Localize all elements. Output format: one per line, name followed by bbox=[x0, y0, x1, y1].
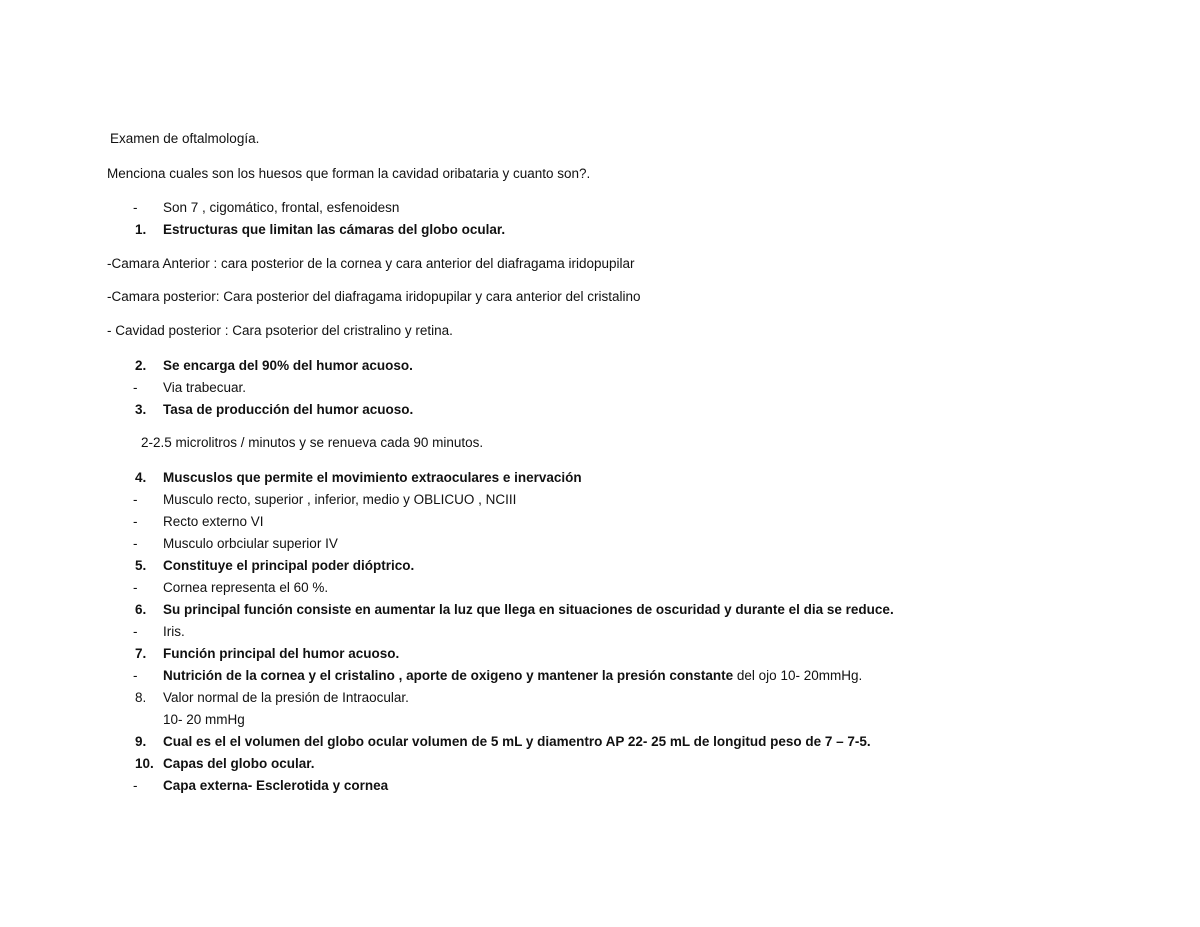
list-item bbox=[163, 667, 862, 685]
list-item: Recto externo VI bbox=[163, 514, 264, 529]
list-item: Cornea representa el 60 %. bbox=[163, 580, 329, 595]
list-marker: 9. bbox=[135, 734, 147, 749]
question-intro: Menciona cuales son los huesos que forman la cavidad oribataria y cuanto son?. bbox=[107, 166, 591, 181]
paragraph: -Camara posterior: Cara posterior del diafragama iridopupilar y cara anterior del cristalino bbox=[107, 289, 641, 304]
list-item: Via trabecuar. bbox=[163, 380, 247, 395]
list-item: Son 7 , cigomático, frontal, esfenoidesn bbox=[163, 200, 400, 215]
list-marker: 10. bbox=[135, 756, 154, 771]
list-item: Capa externa- Esclerotida y cornea bbox=[163, 778, 389, 793]
list-marker: - bbox=[133, 536, 138, 551]
list-marker: 8. bbox=[135, 690, 147, 705]
list-marker: - bbox=[133, 668, 138, 683]
rate-line: 2-2.5 microlitros / minutos y se renueva cada 90 minutos. bbox=[141, 435, 484, 450]
paragraph: - Cavidad posterior : Cara psoterior del cristralino y retina. bbox=[107, 323, 453, 338]
list-item: Musculo orbciular superior IV bbox=[163, 536, 338, 551]
list-item-plain-part: del ojo 10- 20mmHg. bbox=[733, 668, 863, 683]
list-marker: - bbox=[133, 514, 138, 529]
list-marker: - bbox=[133, 778, 138, 793]
list-marker: 2. bbox=[135, 358, 147, 373]
list-marker: - bbox=[133, 200, 138, 215]
paragraph: -Camara Anterior : cara posterior de la cornea y cara anterior del diafragama iridopupilar bbox=[107, 256, 635, 271]
list-marker: 1. bbox=[135, 222, 147, 237]
list-item: Tasa de producción del humor acuoso. bbox=[163, 402, 414, 417]
list-item: Estructuras que limitan las cámaras del globo ocular. bbox=[163, 222, 506, 237]
list-item: Se encarga del 90% del humor acuoso. bbox=[163, 358, 413, 373]
list-item-continuation: 10- 20 mmHg bbox=[163, 712, 245, 727]
list-marker: - bbox=[133, 380, 138, 395]
list-item: Cual es el el volumen del globo ocular volumen de 5 mL y diamentro AP 22- 25 mL de longitud peso de 7 – 7-5. bbox=[163, 734, 871, 749]
list-item: Muscuslos que permite el movimiento extraoculares e inervación bbox=[163, 470, 582, 485]
list-marker: 7. bbox=[135, 646, 147, 661]
document-title: Examen de oftalmología. bbox=[110, 131, 260, 146]
list-item: Constituye el principal poder dióptrico. bbox=[163, 558, 415, 573]
list-marker: - bbox=[133, 580, 138, 595]
list-item: Función principal del humor acuoso. bbox=[163, 646, 400, 661]
list-marker: 6. bbox=[135, 602, 147, 617]
list-item: Iris. bbox=[163, 624, 185, 639]
list-item: Musculo recto, superior , inferior, medio y OBLICUO , NCIII bbox=[163, 492, 517, 507]
list-item: Valor normal de la presión de Intraocular. bbox=[163, 690, 409, 705]
list-item-bold-part: Nutrición de la cornea y el cristalino , aporte de oxigeno y mantener la presión constante bbox=[163, 668, 734, 683]
list-item: Su principal función consiste en aumentar la luz que llega en situaciones de oscuridad y durante el dia se reduce. bbox=[163, 602, 894, 617]
list-marker: 4. bbox=[135, 470, 147, 485]
list-marker: - bbox=[133, 492, 138, 507]
list-marker: - bbox=[133, 624, 138, 639]
list-item: Capas del globo ocular. bbox=[163, 756, 315, 771]
list-marker: 3. bbox=[135, 402, 147, 417]
list-marker: 5. bbox=[135, 558, 147, 573]
